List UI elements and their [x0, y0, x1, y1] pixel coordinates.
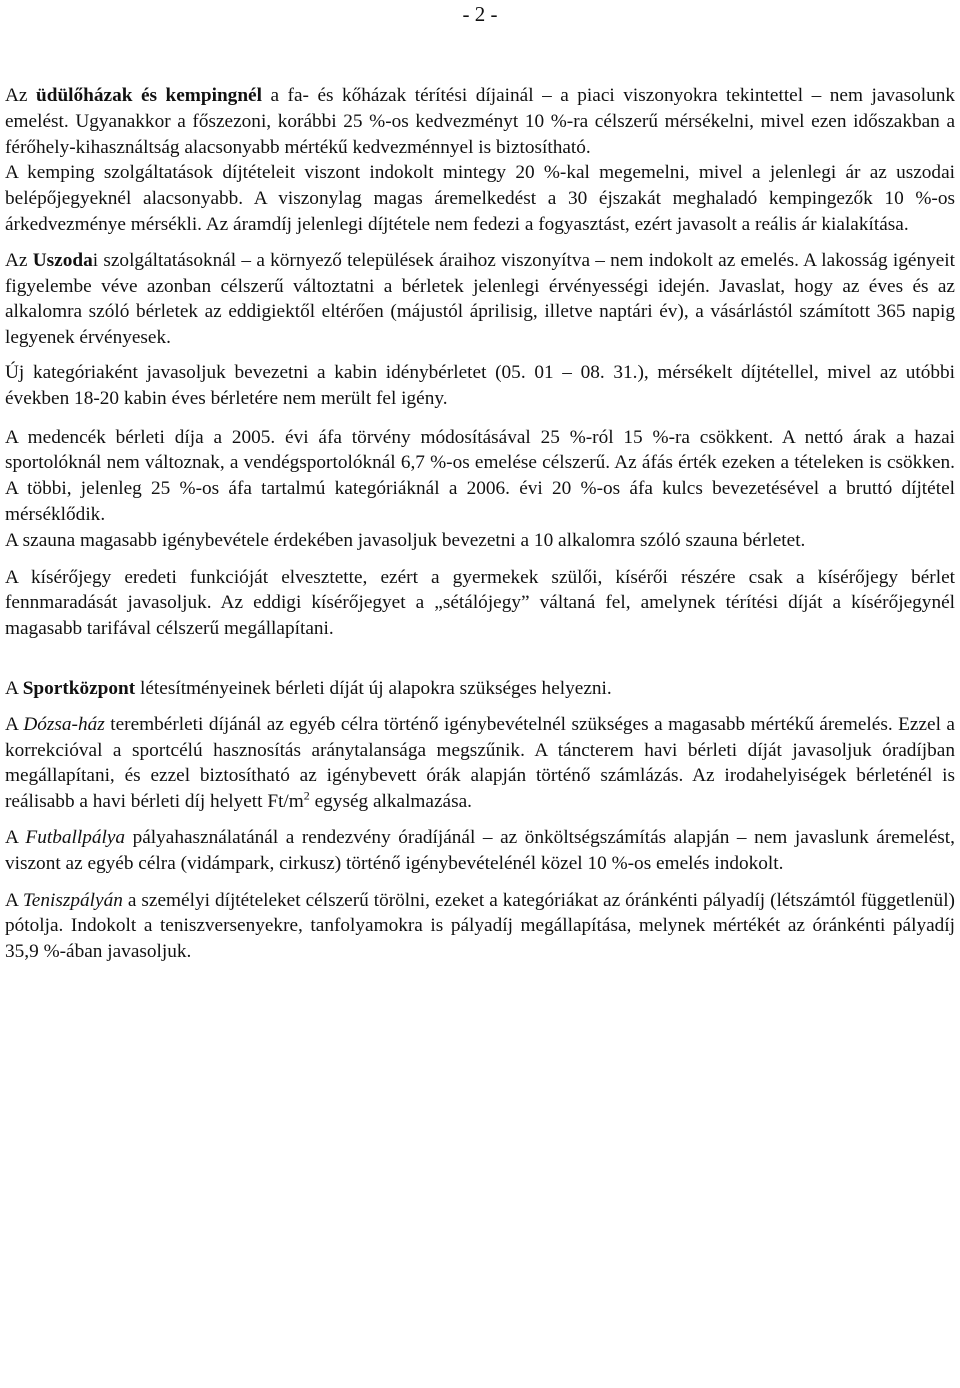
paragraph-sports-center	[5, 676, 955, 702]
text-run: A medencék bérleti díja a 2005. évi áfa törvény módosításával 25 %-ról 15 %-ra csökkent. A nettó árak a hazai sportolóknál nem változnak, a vendégsportolóknál 6,7 %-os emelése célszerű. Az áfás érték ezeken a tételeken is csökken. A többi, jelenleg 25 %-os áfa tartalmú kategóriáknál a 2006. évi 20 %-os áfa kulcs bevezetésével a bruttó díjtétel mérséklődik.	[5, 426, 955, 525]
emphasis-sports-center: Sportközpont	[22, 677, 136, 699]
text-run: Az	[5, 85, 36, 106]
text-run: a személyi díjtételeket célszerű törölni, ezeket a kategóriákat az óránkénti pályadíj (létszámtól függetlenül) pótolja. Indokolt a teniszversenyekre, tanfolyamokra is pályadíj megállapítása, melynek mértékét az óránkénti pályadíj 35,9 %-ában javasoljuk.	[5, 889, 955, 963]
text-run: terembérleti díjánál az egyéb célra történő igénybevételnél szükséges a magasabb mértékű áremelés. Ezzel a korrekcióval a sportcélú hasznosítás aránytalansága megszűnik. A táncterem havi bérleti díját javasoljuk óradíjban megállapítani, és ezzel biztosítható az igénybevett órák alapján történő számlázás. Az irodahelyiségek bérleténél is reálisabb a havi bérleti díj helyett Ft/m	[5, 713, 955, 813]
emphasis-holiday-houses: üdülőházak és kempingnél	[36, 85, 262, 106]
text-run: A	[5, 826, 26, 848]
text-run: A kemping szolgáltatások díjtételeit viszont indokolt mintegy 20 %-kal megemelni, mivel a jelenlegi ár az uszodai belépőjegyeknél alacsonyabb. A viszonylag magas áremelkedést a 30 éjszakát meghaladó kempingezők 10 %-os árkedvezménye mérsékli. Az áramdíj jelenlegi díjtétele nem fedezi a fogyasztást, ezért javasolt a reális ár kialakítása.	[5, 162, 955, 235]
text-run: egység alkalmazása.	[309, 791, 472, 813]
text-run: pályahasználatánál a rendezvény óradíjánál – az önköltségszámítás alapján – nem javaslunk áremelést, viszont az egyéb célra (vidámpark, cirkusz) történő igénybevételénél közel 10 %-os emelés indokolt.	[5, 826, 955, 874]
page-number: - 2 -	[462, 2, 498, 26]
text-run: i szolgáltatásoknál – a környező települések áraihoz viszonyítva – nem indokolt az emelés. A lakosság igényeit figyelembe véve azonban célszerű változtatni a bérletek jelenlegi érvényességi idején. Javaslat, hogy az éves és az alkalomra szóló bérletek az eddigiektől eltérően (májustól áprilisig, illetve naptári év), a vásárlástól számított 365 napig legyenek érvényesek.	[5, 249, 955, 349]
emphasis-football-field: Futballpálya	[25, 826, 126, 848]
text-run: a fa- és kőházak térítési díjainál – a piaci viszonyokra tekintettel – nem javasolunk emelést. Ugyanakkor a főszezoni, korábbi 25 %-os kedvezményt 10 %-ra célszerű mérsékelni, mivel ezen időszakban a férőhely-kihasználtság alacsonyabb mértékű kedvezménnyel is biztosítható.	[5, 85, 955, 158]
text-run: Az	[5, 249, 33, 271]
text-run: A szauna magasabb igénybevétele érdekében javasoljuk bevezetni a 10 alkalomra szóló szauna bérletet.	[5, 529, 806, 551]
paragraph-dozsa-house	[5, 712, 955, 815]
paragraph-cabin-season-pass: Új kategóriaként javasoljuk bevezetni a kabin idénybérletet (05. 01 – 08. 31.), mérsékelt díjtétellel, mivel az utóbbi években 18-20 kabin éves bérletére nem merült fel igény.	[5, 361, 955, 409]
paragraph-pool-rental-fee	[5, 425, 955, 554]
text-run: A	[5, 713, 24, 735]
emphasis-swimming-pool: Uszoda	[32, 249, 93, 271]
superscript-squared: 2	[303, 788, 310, 803]
text-run: A	[5, 889, 23, 911]
paragraph-holiday-houses-camping	[5, 83, 955, 238]
text-run: A	[5, 677, 23, 699]
paragraph-football-field	[5, 825, 955, 877]
paragraph-escort-ticket: A kísérőjegy eredeti funkcióját elvesztette, ezért a gyermekek szülői, kísérői részére csak a kísérőjegy bérlet fennmaradását javasoljuk. Az eddigi kísérőjegyet a „sétálójegy” váltaná fel, amelynek térítési díját a kísérőjegynél magasabb tarifával célszerű megállapítani.	[5, 566, 955, 640]
emphasis-dozsa-house: Dózsa-ház	[23, 713, 105, 735]
document-body	[5, 83, 955, 965]
text-run: létesítményeinek bérleti díját új alapokra szükséges helyezni.	[135, 677, 612, 699]
paragraph-swimming-pool	[5, 248, 955, 351]
paragraph-tennis-court	[5, 888, 955, 965]
emphasis-tennis-court: Teniszpályán	[22, 889, 123, 911]
